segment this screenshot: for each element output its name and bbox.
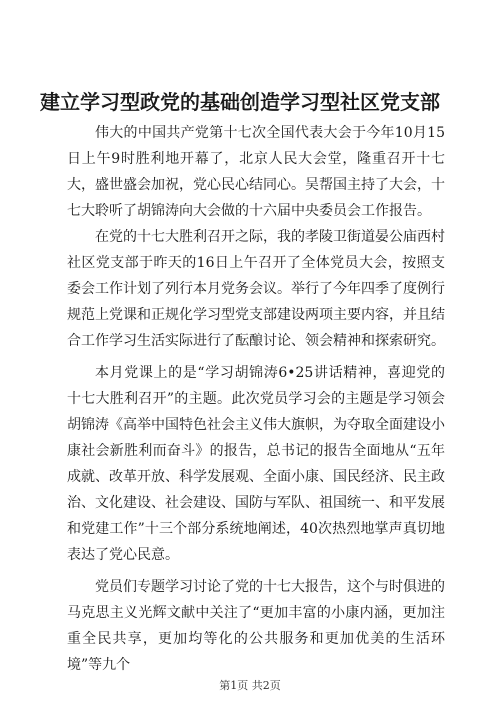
document-body: [67, 120, 445, 684]
page-footer: 第1页 共2页: [219, 679, 281, 692]
paragraph-1: 伟大的中国共产党第十七次全国代表大会于今年10月15日上午9时胜利地开幕了，北京人民大会堂，隆重召开十七大，盛世盛会加祝，党心民心结同心。吴帮国主持了大会，十七大聆听了胡锦涛向大会做的十六届中央委员会工作报告。: [67, 125, 445, 219]
paragraph-3: 本月党课上的是“学习胡锦涛6•25讲话精神，喜迎党的十七大胜利召开”的主题。此次党员学习会的主题是学习领会胡锦涛《高举中国特色社会主义伟大旗帜，为夺取全面建设小康社会新胜利而奋斗》的报告，总书记的报告全面地从“五年成就、改革开放、科学发展观、全面小康、国民经济、民主政治、文化建设、社会建设、国防与军队、祖国统一、和平发展和党建工作”十三个部分系统地阐述，40次热烈地掌声真切地表达了党心民意。: [67, 365, 445, 563]
paragraph-4: 党员们专题学习讨论了党的十七大报告，这个与时俱进的马克思主义光辉文献中关注了“更加丰富的小康内涵，更加注重全民共享，更加均等化的公共服务和更加优美的生活环境”等九个: [67, 579, 445, 673]
paragraph-2: 在党的十七大胜利召开之际，我的孝陵卫街道晏公庙西村社区党支部于昨天的16日上午召开了全体党员大会，按照支委会工作计划了列行本月党务会议。举行了今年四季了度例行规范上党课和正规化学习型党支部建设两项主要内容，并且结合工作学习生活实际进行了酝酿讨论、领会精神和探索研究。: [67, 229, 445, 349]
document-title: 建立学习型政党的基础创造学习型社区党支部: [40, 90, 440, 114]
